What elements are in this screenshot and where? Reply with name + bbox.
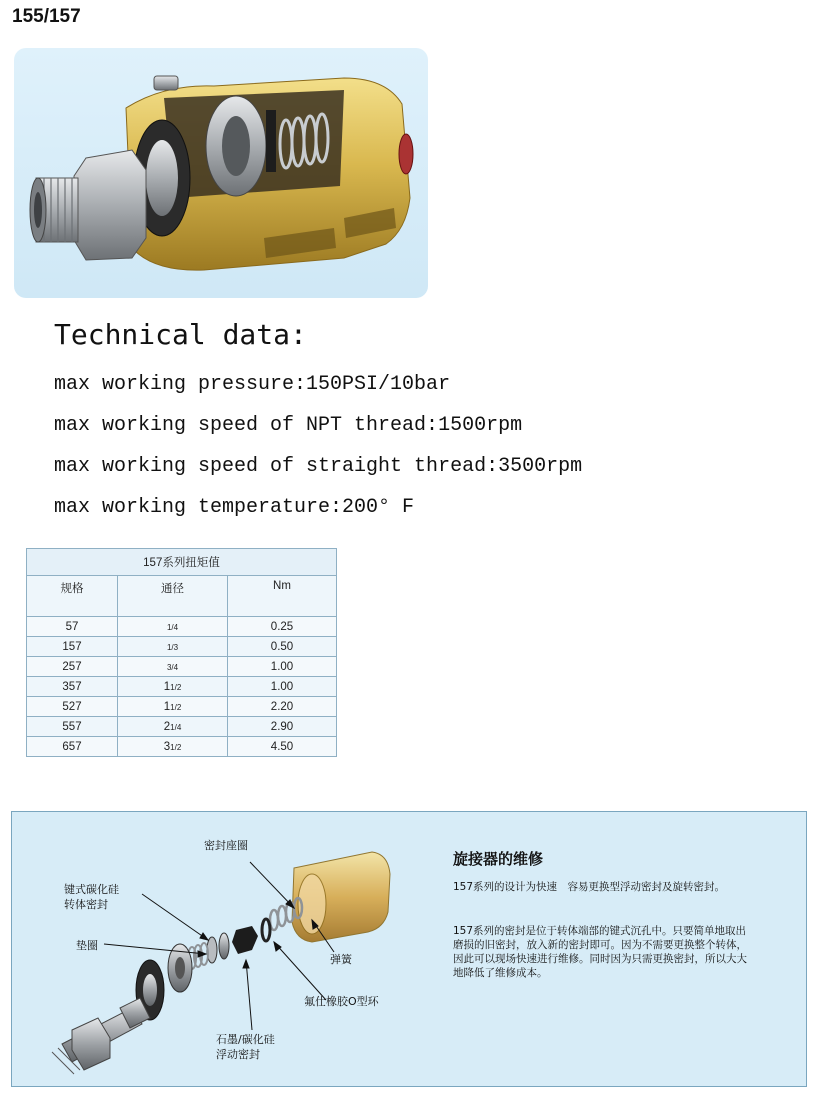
cell-bore: [118, 657, 228, 677]
cell-bore: [118, 717, 228, 737]
bore-whole: 3: [163, 740, 171, 753]
cell-spec: 257: [27, 657, 118, 677]
spec-straight-speed: max working speed of straight thread:3500rpm: [54, 455, 583, 478]
graphite-seal-part: [232, 926, 258, 954]
maintenance-panel: [11, 811, 807, 1087]
maintenance-paragraph-1: 157系列的设计为快速 容易更换型浮动密封及旋转密封。: [453, 881, 726, 893]
callout-sic-seal-line2: 转体密封: [64, 898, 108, 911]
callout-graphite-line1: 石墨/碳化硅: [216, 1033, 275, 1046]
cell-spec: 157: [27, 637, 118, 657]
spec-pressure: max working pressure:150PSI/10bar: [54, 373, 451, 396]
technical-data-heading: Technical data:: [54, 318, 307, 351]
cell-nm: 2.20: [228, 697, 337, 717]
washer-part: [219, 933, 229, 959]
col-header-bore: 通径: [118, 576, 228, 617]
cell-nm: 2.90: [228, 717, 337, 737]
maintenance-paragraph-2: 157系列的密封是位于转体端部的键式沉孔中。只要简单地取出磨损的旧密封，放入新的密封即可。因为不需要更换整个转体，因此可以现场快速进行维修。同时因为只需更换密封，所以大大地降低了维修成本。: [453, 925, 747, 979]
cell-spec: 557: [27, 717, 118, 737]
spec-npt-speed: max working speed of NPT thread:1500rpm: [54, 414, 523, 437]
callout-seat-ring: 密封座圈: [204, 839, 248, 852]
cell-nm: 4.50: [228, 737, 337, 757]
cell-spec: 527: [27, 697, 118, 717]
maintenance-title: 旋接器的维修: [453, 850, 544, 868]
table-row: [27, 637, 337, 657]
bore-frac: 1/4: [166, 622, 179, 632]
product-photo-panel: [14, 48, 428, 298]
callout-graphite-seal: [216, 1032, 275, 1062]
cell-nm: 1.00: [228, 677, 337, 697]
callout-graphite-line2: 浮动密封: [216, 1048, 260, 1061]
bore-whole: 1: [163, 680, 171, 693]
cell-bore: [118, 737, 228, 757]
cell-bore: [118, 677, 228, 697]
bore-frac: 3/4: [166, 662, 179, 672]
col-header-spec: 规格: [27, 576, 118, 617]
table-row: [27, 717, 337, 737]
bore-frac: 1/2: [170, 682, 182, 692]
bore-whole: 1: [163, 700, 171, 713]
bore-frac: 1/3: [166, 642, 179, 652]
hex-nut: [74, 150, 146, 260]
table-row: [27, 697, 337, 717]
table-row: [27, 617, 337, 637]
page-title: 155/157: [12, 6, 81, 27]
cell-nm: 0.25: [228, 617, 337, 637]
bore-frac: 1/2: [170, 742, 182, 752]
callout-spring: 弹簧: [330, 953, 352, 966]
cell-spec: 357: [27, 677, 118, 697]
col-header-nm: Nm: [228, 576, 337, 617]
callout-sic-seal-line1: 键式碳化硅: [64, 883, 119, 896]
bore-frac: 1/4: [170, 722, 182, 732]
cell-spec: 57: [27, 617, 118, 637]
torque-table: [26, 548, 337, 757]
table-caption: 157系列扭矩值: [27, 549, 337, 576]
cell-nm: 0.50: [228, 637, 337, 657]
rotary-joint-illustration: [14, 48, 428, 298]
table-row: [27, 737, 337, 757]
bore-whole: 2: [163, 720, 171, 733]
spec-temperature: max working temperature:200° F: [54, 496, 415, 519]
cell-bore: [118, 697, 228, 717]
callout-oring: 氟仕橡胶O型环: [304, 995, 379, 1008]
cell-nm: 1.00: [228, 657, 337, 677]
cell-bore: [118, 637, 228, 657]
cell-bore: [118, 617, 228, 637]
cell-spec: 657: [27, 737, 118, 757]
end-cap: [399, 134, 413, 174]
table-row: [27, 657, 337, 677]
callout-sic-seal: [64, 882, 119, 912]
bore-frac: 1/2: [170, 702, 182, 712]
oring-part: [262, 919, 270, 941]
callout-washer: 垫圈: [76, 939, 98, 952]
table-row: [27, 677, 337, 697]
